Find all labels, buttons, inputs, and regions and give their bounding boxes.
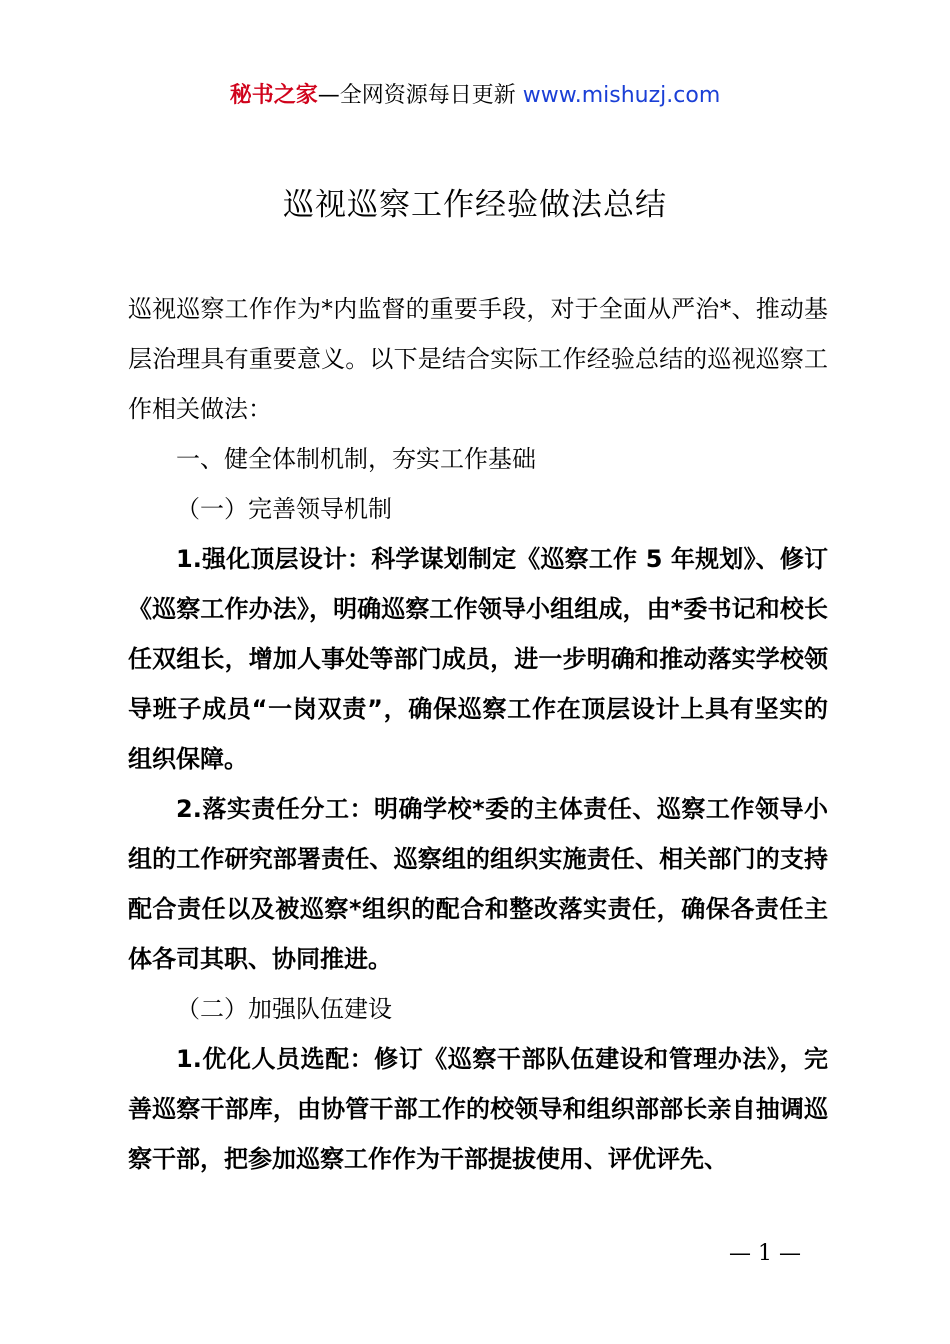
site-header xyxy=(0,80,950,112)
document-title: 巡视巡察工作经验做法总结 xyxy=(283,187,667,223)
document-body xyxy=(128,284,828,1184)
section-heading-1: 一、健全体制机制，夯实工作基础 xyxy=(176,445,536,473)
intro-paragraph: 巡视巡察工作作为*内监督的重要手段，对于全面从严治*、推动基层治理具有重要意义。以下是结合实际工作经验总结的巡视巡察工作相关做法： xyxy=(128,295,828,423)
item-paragraph: 1.优化人员选配：修订《巡察干部队伍建设和管理办法》，完善巡察干部库，由协管干部工作的校领导和组织部部长亲自抽调巡察干部，把参加巡察工作作为干部提拔使用、评优评先、 xyxy=(128,1045,828,1173)
brand-name: 秘书之家 xyxy=(229,83,318,108)
item-paragraph: 1.强化顶层设计：科学谋划制定《巡察工作 5 年规划》、修订《巡察工作办法》，明确巡察工作领导小组组成，由*委书记和校长任双组长，增加人事处等部门成员，进一步明确和推动落实学校领导班子成员“一岗双责”，确保巡察工作在顶层设计上具有坚实的组织保障。 xyxy=(128,545,828,773)
page-number: — 1 — xyxy=(729,1241,801,1266)
subsection-heading-1: （一）完善领导机制 xyxy=(176,495,392,523)
site-url-link[interactable]: www.mishuzj.com xyxy=(522,83,721,108)
item-paragraph: 2.落实责任分工：明确学校*委的主体责任、巡察工作领导小组的工作研究部署责任、巡察组的组织实施责任、相关部门的支持配合责任以及被巡察*组织的配合和整改落实责任，确保各责任主体各司其职、协同推进。 xyxy=(128,795,828,973)
subsection-heading-2: （二）加强队伍建设 xyxy=(176,995,392,1023)
header-tagline: —全网资源每日更新 xyxy=(317,83,523,108)
